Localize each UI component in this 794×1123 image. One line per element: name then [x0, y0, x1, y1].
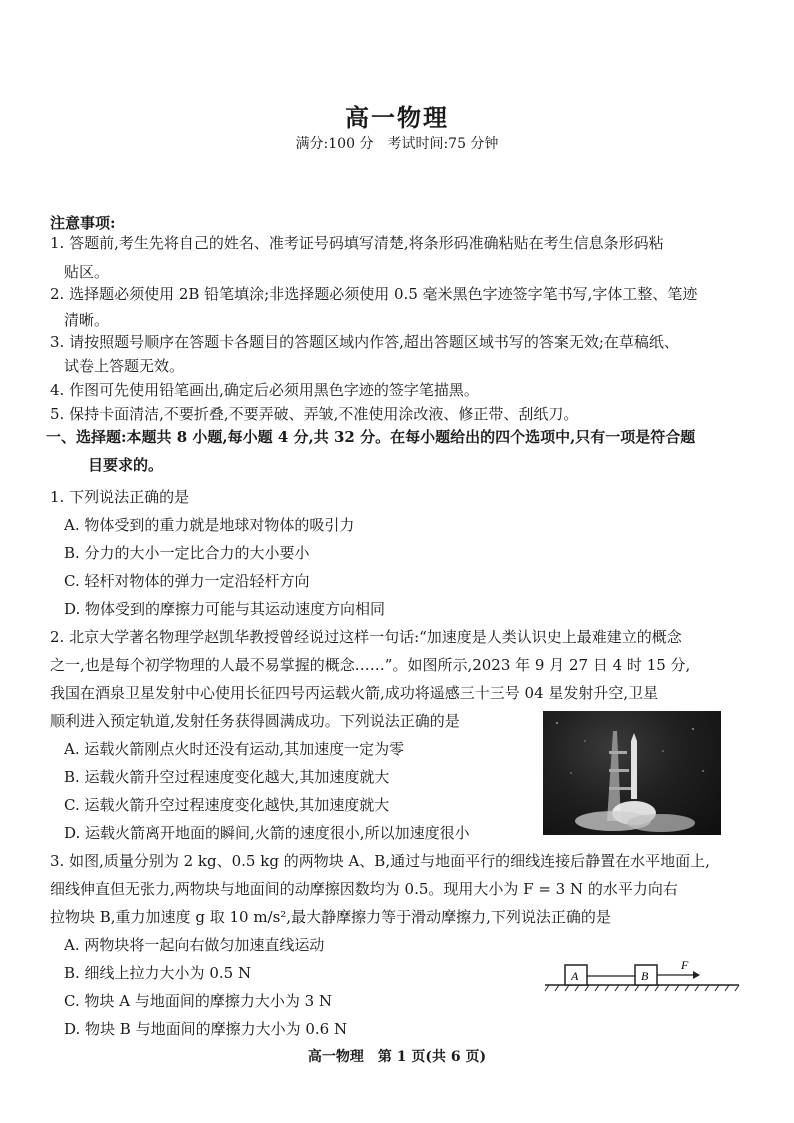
rocket: [631, 733, 637, 799]
note-line: 清晰。: [64, 311, 110, 329]
ground-hatching: [545, 985, 739, 991]
section-heading: 一、选择题:本题共 8 小题,每小题 4 分,共 32 分。在每小题给出的四个选项中,只有一项是符合题: [46, 428, 696, 446]
note-line: 试卷上答题无效。: [64, 357, 185, 375]
q1-option-c: C. 轻杆对物体的弹力一定沿轻杆方向: [64, 572, 310, 590]
force-label: F: [681, 958, 689, 972]
question-3-stem: 拉物块 B,重力加速度 g 取 10 m/s²,最大静摩擦力等于滑动摩擦力,下列说法正确的是: [50, 908, 611, 926]
q1-option-a: A. 物体受到的重力就是地球对物体的吸引力: [64, 516, 355, 534]
q3-option-d: D. 物块 B 与地面间的摩擦力大小为 0.6 N: [64, 1020, 348, 1038]
question-3-stem: 3. 如图,质量分别为 2 kg、0.5 kg 的两物块 A、B,通过与地面平行的细线连接后静置在水平地面上,: [50, 852, 710, 870]
q3-option-a: A. 两物块将一起向右做匀加速直线运动: [64, 936, 325, 954]
question-3-stem: 细线伸直但无张力,两物块与地面间的动摩擦因数均为 0.5。现用大小为 F = 3 N 的水平力向右: [50, 880, 678, 898]
note-line: 2. 选择题必须使用 2B 铅笔填涂;非选择题必须使用 0.5 毫米黑色字迹签字笔书写,字体工整、笔迹: [50, 285, 698, 303]
question-2-stem: 我国在酒泉卫星发射中心使用长征四号丙运载火箭,成功将遥感三十三号 04 星发射升空,卫星: [50, 684, 659, 702]
stars: [556, 722, 704, 774]
note-line: 1. 答题前,考生先将自己的姓名、准考证号码填写清楚,将条形码准确粘贴在考生信息条形码粘: [50, 234, 664, 252]
question-2-stem: 顺利进入预定轨道,发射任务获得圆满成功。下列说法正确的是: [50, 712, 460, 730]
section-heading-cont: 目要求的。: [88, 456, 164, 474]
exam-info: 满分:100 分 考试时间:75 分钟: [295, 136, 499, 152]
note-line: 5. 保持卡面清洁,不要折叠,不要弄破、弄皱,不准使用涂改液、修正带、刮纸刀。: [50, 405, 579, 423]
q1-option-d: D. 物体受到的摩擦力可能与其运动速度方向相同: [64, 600, 386, 618]
page-title: 高一物理: [345, 103, 449, 132]
q3-option-c: C. 物块 A 与地面间的摩擦力大小为 3 N: [64, 992, 333, 1010]
question-2-stem: 之一,也是每个初学物理的人最不易掌握的概念……”。如图所示,2023 年 9 月 27 日 4 时 15 分,: [50, 656, 691, 674]
q2-option-a: A. 运载火箭刚点火时还没有运动,其加速度一定为零: [64, 740, 405, 758]
q2-option-b: B. 运载火箭升空过程速度变化越大,其加速度就大: [64, 768, 390, 786]
question-1-stem: 1. 下列说法正确的是: [50, 488, 190, 506]
q2-option-c: C. 运载火箭升空过程速度变化越快,其加速度就大: [64, 796, 390, 814]
q1-option-b: B. 分力的大小一定比合力的大小要小: [64, 544, 310, 562]
note-line: 4. 作图可先使用铅笔画出,确定后必须用黑色字迹的签字笔描黑。: [50, 381, 479, 399]
note-line: 贴区。: [64, 263, 110, 281]
blocks-diagram: [543, 955, 743, 1000]
question-2-stem: 2. 北京大学著名物理学赵凯华教授曾经说过这样一句话:“加速度是人类认识史上最难建立的概念: [50, 628, 682, 646]
force-arrow-head: [693, 971, 700, 979]
page-footer: 高一物理 第 1 页(共 6 页): [307, 1049, 487, 1065]
rocket-launch-photo: [543, 711, 721, 835]
q2-option-d: D. 运载火箭离开地面的瞬间,火箭的速度很小,所以加速度很小: [64, 824, 470, 842]
notes-heading: 注意事项:: [50, 214, 116, 232]
q3-option-b: B. 细线上拉力大小为 0.5 N: [64, 964, 252, 982]
note-line: 3. 请按照题号顺序在答题卡各题目的答题区域内作答,超出答题区域书写的答案无效;在草稿纸、: [50, 333, 679, 351]
block-b-label: B: [641, 969, 649, 983]
block-a-label: A: [571, 969, 579, 983]
